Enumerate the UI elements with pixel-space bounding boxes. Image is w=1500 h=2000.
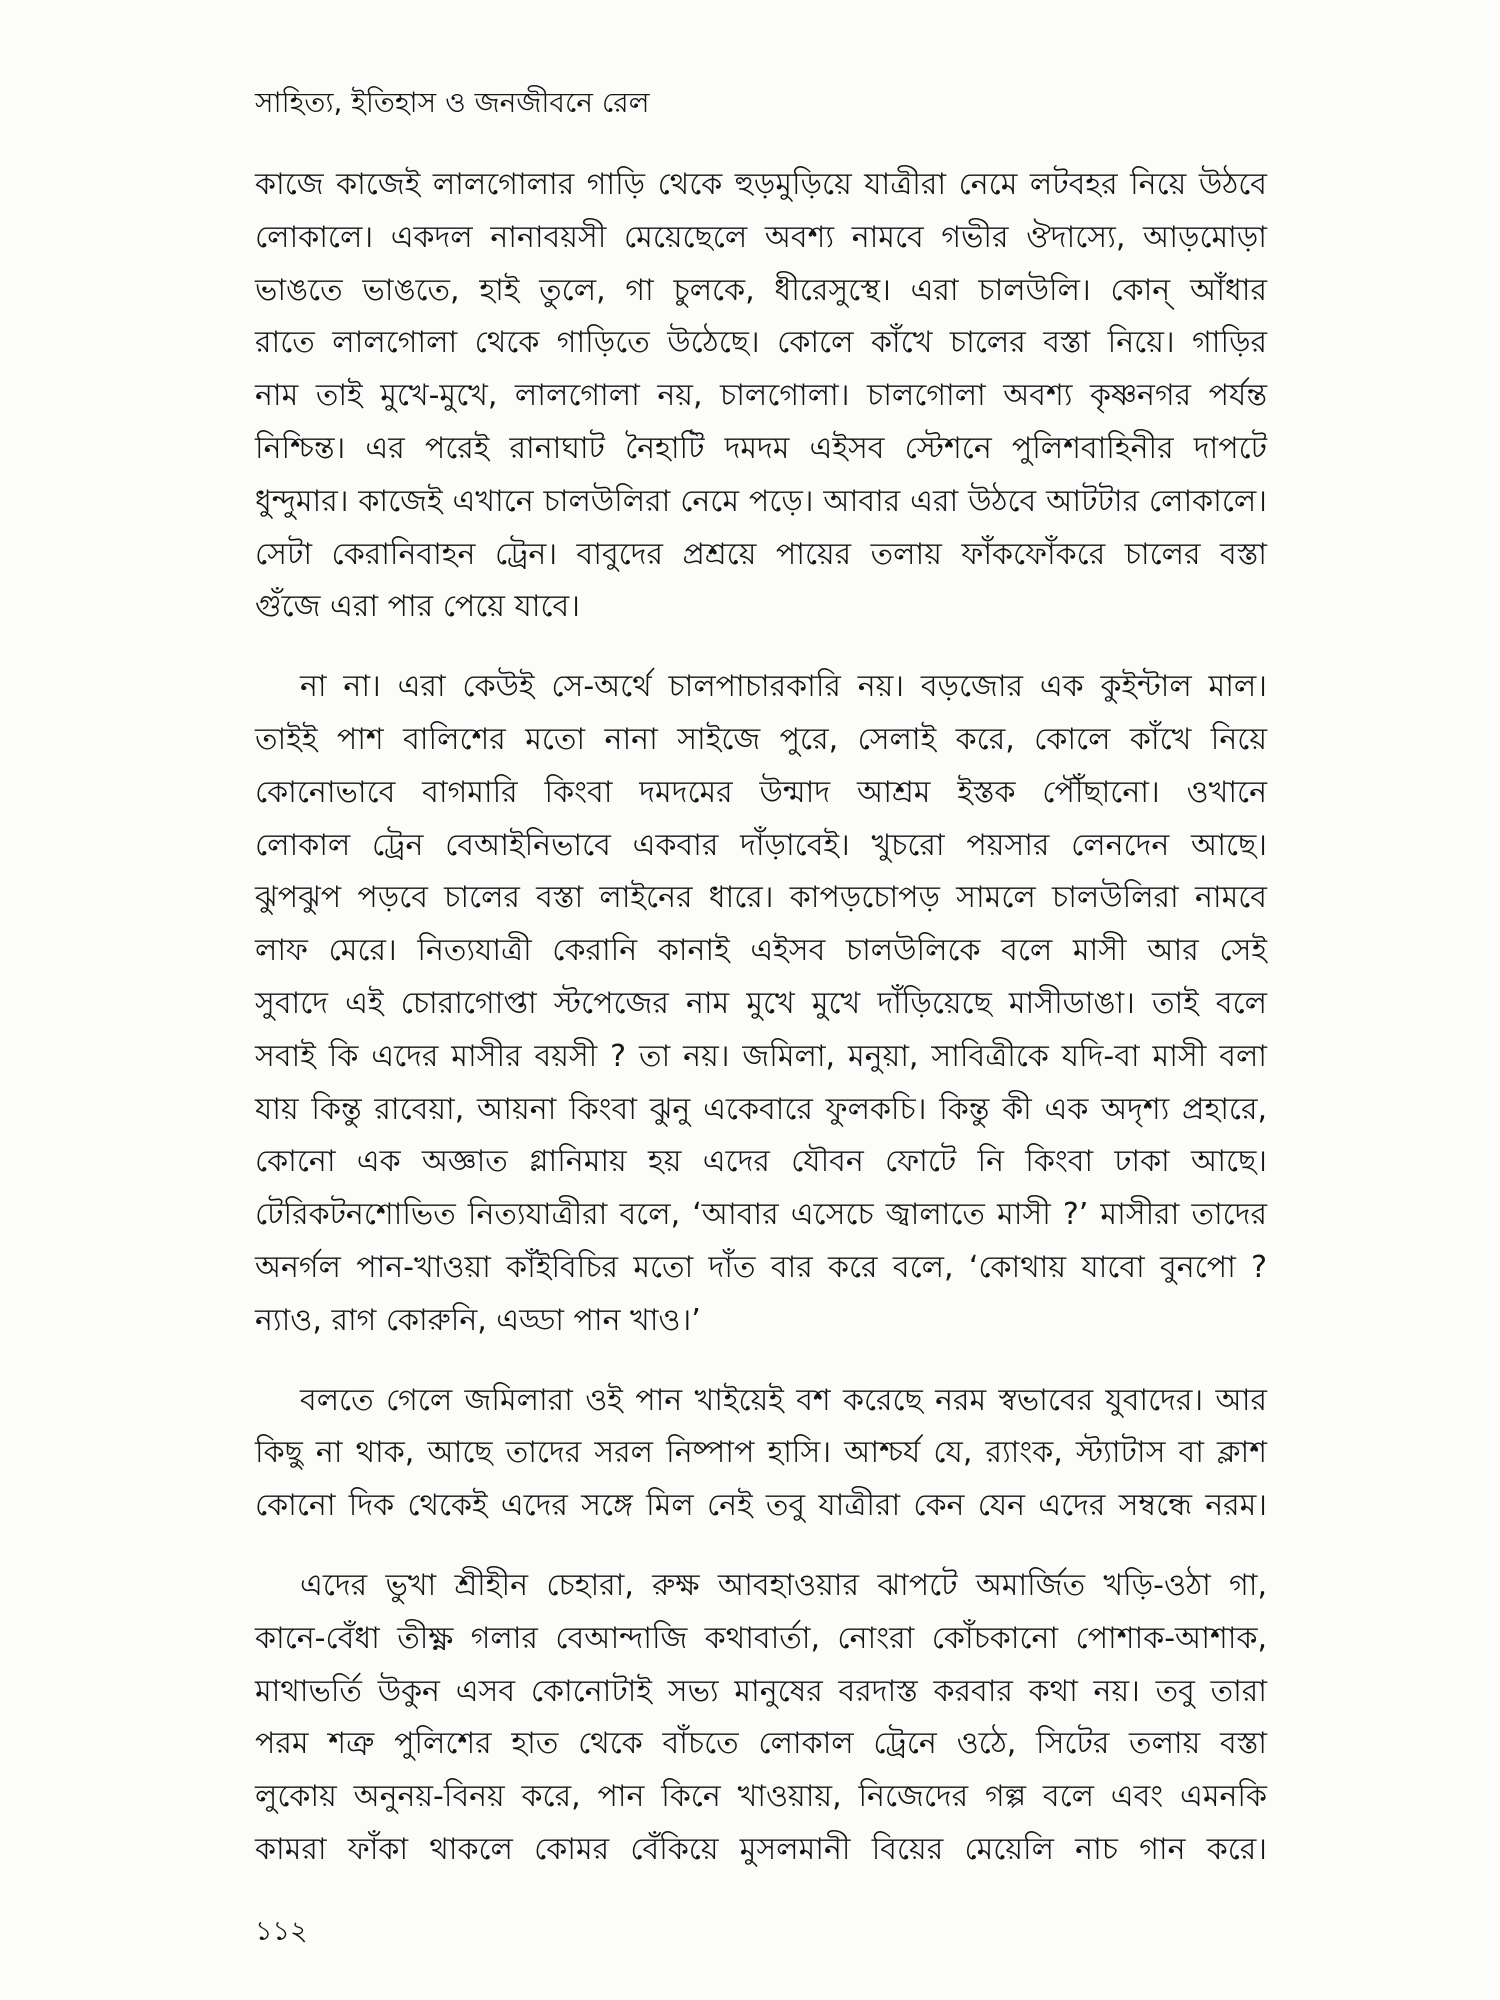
paragraph-1 bbox=[255, 159, 1267, 634]
text-line: পরম শত্রু পুলিশের হাত থেকে বাঁচতে লোকাল ট্রেনে ওঠে, সিটের তলায় বস্তা bbox=[255, 1726, 1267, 1762]
paragraph-4 bbox=[255, 1560, 1267, 1877]
text-line: কোনো এক অজ্ঞাত গ্লানিমায় হয় এদের যৌবন ফোটে নি কিংবা ঢাকা আছে। bbox=[255, 1144, 1267, 1180]
body-text bbox=[255, 159, 1267, 1877]
text-line: ন্যাও, রাগ কোরুনি, এড্ডা পান খাও।’ bbox=[255, 1302, 701, 1338]
text-line: ঝুপঝুপ পড়বে চালের বস্তা লাইনের ধারে। কাপড়চোপড় সামলে চালউলিরা নামবে bbox=[255, 880, 1267, 916]
text-line: বলতে গেলে জমিলারা ওই পান খাইয়েই বশ করেছে নরম স্বভাবের যুবাদের। আর bbox=[300, 1382, 1267, 1418]
text-line: এদের ভুখা শ্রীহীন চেহারা, রুক্ষ আবহাওয়ার ঝাপটে অমার্জিত খড়ি-ওঠা গা, bbox=[300, 1567, 1267, 1603]
text-line: কোনো দিক থেকেই এদের সঙ্গে মিল নেই তবু যাত্রীরা কেন যেন এদের সম্বন্ধে নরম। bbox=[255, 1488, 1267, 1524]
text-line: কিছু না থাক, আছে তাদের সরল নিষ্পাপ হাসি। আশ্চর্য যে, র‍্যাংক, স্ট্যাটাস বা ক্লাশ bbox=[255, 1435, 1267, 1471]
text-line: সুবাদে এই চোরাগোপ্তা স্টপেজের নাম মুখে মুখে দাঁড়িয়েছে মাসীডাঙা। তাই বলে bbox=[255, 985, 1267, 1021]
text-line: লোকাল ট্রেন বেআইনিভাবে একবার দাঁড়াবেই। খুচরো পয়সার লেনদেন আছে। bbox=[255, 827, 1267, 863]
paragraph-2 bbox=[255, 661, 1267, 1347]
text-line: ভাঙতে ভাঙতে, হাই তুলে, গা চুলকে, ধীরেসুস্থে। এরা চালউলি। কোন্ আঁধার bbox=[255, 272, 1267, 308]
text-line: নাম তাই মুখে-মুখে, লালগোলা নয়, চালগোলা। চালগোলা অবশ্য কৃষ্ণনগর পর্যন্ত bbox=[255, 378, 1267, 414]
text-line: লাফ মেরে। নিত্যযাত্রী কেরানি কানাই এইসব চালউলিকে বলে মাসী আর সেই bbox=[255, 933, 1267, 969]
text-line: কোনোভাবে বাগমারি কিংবা দমদমের উন্মাদ আশ্রম ইস্তক পৌঁছানো। ওখানে bbox=[255, 774, 1267, 810]
text-line: কানে-বেঁধা তীক্ষ্ণ গলার বেআন্দাজি কথাবার্তা, নোংরা কোঁচকানো পোশাক-আশাক, bbox=[255, 1620, 1267, 1656]
text-line: সেটা কেরানিবাহন ট্রেন। বাবুদের প্রশ্রয়ে পায়ের তলায় ফাঁকফোঁকরে চালের বস্তা bbox=[255, 536, 1267, 572]
text-line: তাইই পাশ বালিশের মতো নানা সাইজে পুরে, সেলাই করে, কোলে কাঁখে নিয়ে bbox=[255, 721, 1267, 757]
text-line: টেরিকটনশোভিত নিত্যযাত্রীরা বলে, ‘আবার এসেচে জ্বালাতে মাসী ?’ মাসীরা তাদের bbox=[255, 1197, 1267, 1233]
text-line: যায় কিন্তু রাবেয়া, আয়না কিংবা ঝুনু একেবারে ফুলকচি। কিন্তু কী এক অদৃশ্য প্রহারে, bbox=[255, 1091, 1267, 1127]
text-line: গুঁজে এরা পার পেয়ে যাবে। bbox=[255, 589, 580, 625]
text-line: অনর্গল পান-খাওয়া কাঁইবিচির মতো দাঁত বার করে বলে, ‘কোথায় যাবো বুনপো ? bbox=[255, 1249, 1267, 1285]
text-line: কাজে কাজেই লালগোলার গাড়ি থেকে হুড়মুড়িয়ে যাত্রীরা নেমে লটবহর নিয়ে উঠবে bbox=[255, 167, 1267, 202]
text-line: লুকোয় অনুনয়-বিনয় করে, পান কিনে খাওয়ায়, নিজেদের গল্প বলে এবং এমনকি bbox=[255, 1779, 1267, 1815]
text-line: ধুন্দুমার। কাজেই এখানে চালউলিরা নেমে পড়ে। আবার এরা উঠবে আটটার লোকালে। bbox=[255, 483, 1267, 519]
text-line: রাতে লালগোলা থেকে গাড়িতে উঠেছে। কোলে কাঁখে চালের বস্তা নিয়ে। গাড়ির bbox=[255, 325, 1267, 361]
text-line: নিশ্চিন্ত। এর পরেই রানাঘাট নৈহাটি দমদম এইসব স্টেশনে পুলিশবাহিনীর দাপটে bbox=[255, 430, 1267, 466]
text-line: না না। এরা কেউই সে-অর্থে চালপাচারকারি নয়। বড়জোর এক কুইন্টাল মাল। bbox=[300, 669, 1267, 705]
paragraph-3 bbox=[255, 1375, 1267, 1533]
text-line: কামরা ফাঁকা থাকলে কোমর বেঁকিয়ে মুসলমানী বিয়ের মেয়েলি নাচ গান করে। bbox=[255, 1831, 1267, 1867]
text-line: মাথাভর্তি উকুন এসব কোনোটাই সভ্য মানুষের বরদাস্ত করবার কথা নয়। তবু তারা bbox=[255, 1673, 1267, 1709]
page-number: ১১২ bbox=[255, 1916, 308, 1947]
text-line: সবাই কি এদের মাসীর বয়সী ? তা নয়। জমিলা, মনুয়া, সাবিত্রীকে যদি-বা মাসী বলা bbox=[255, 1038, 1267, 1074]
text-line: লোকালে। একদল নানাবয়সী মেয়েছেলে অবশ্য নামবে গভীর ঔদাস্যে, আড়মোড়া bbox=[255, 219, 1267, 255]
running-head: সাহিত্য, ইতিহাস ও জনজীবনে রেল bbox=[255, 86, 650, 119]
